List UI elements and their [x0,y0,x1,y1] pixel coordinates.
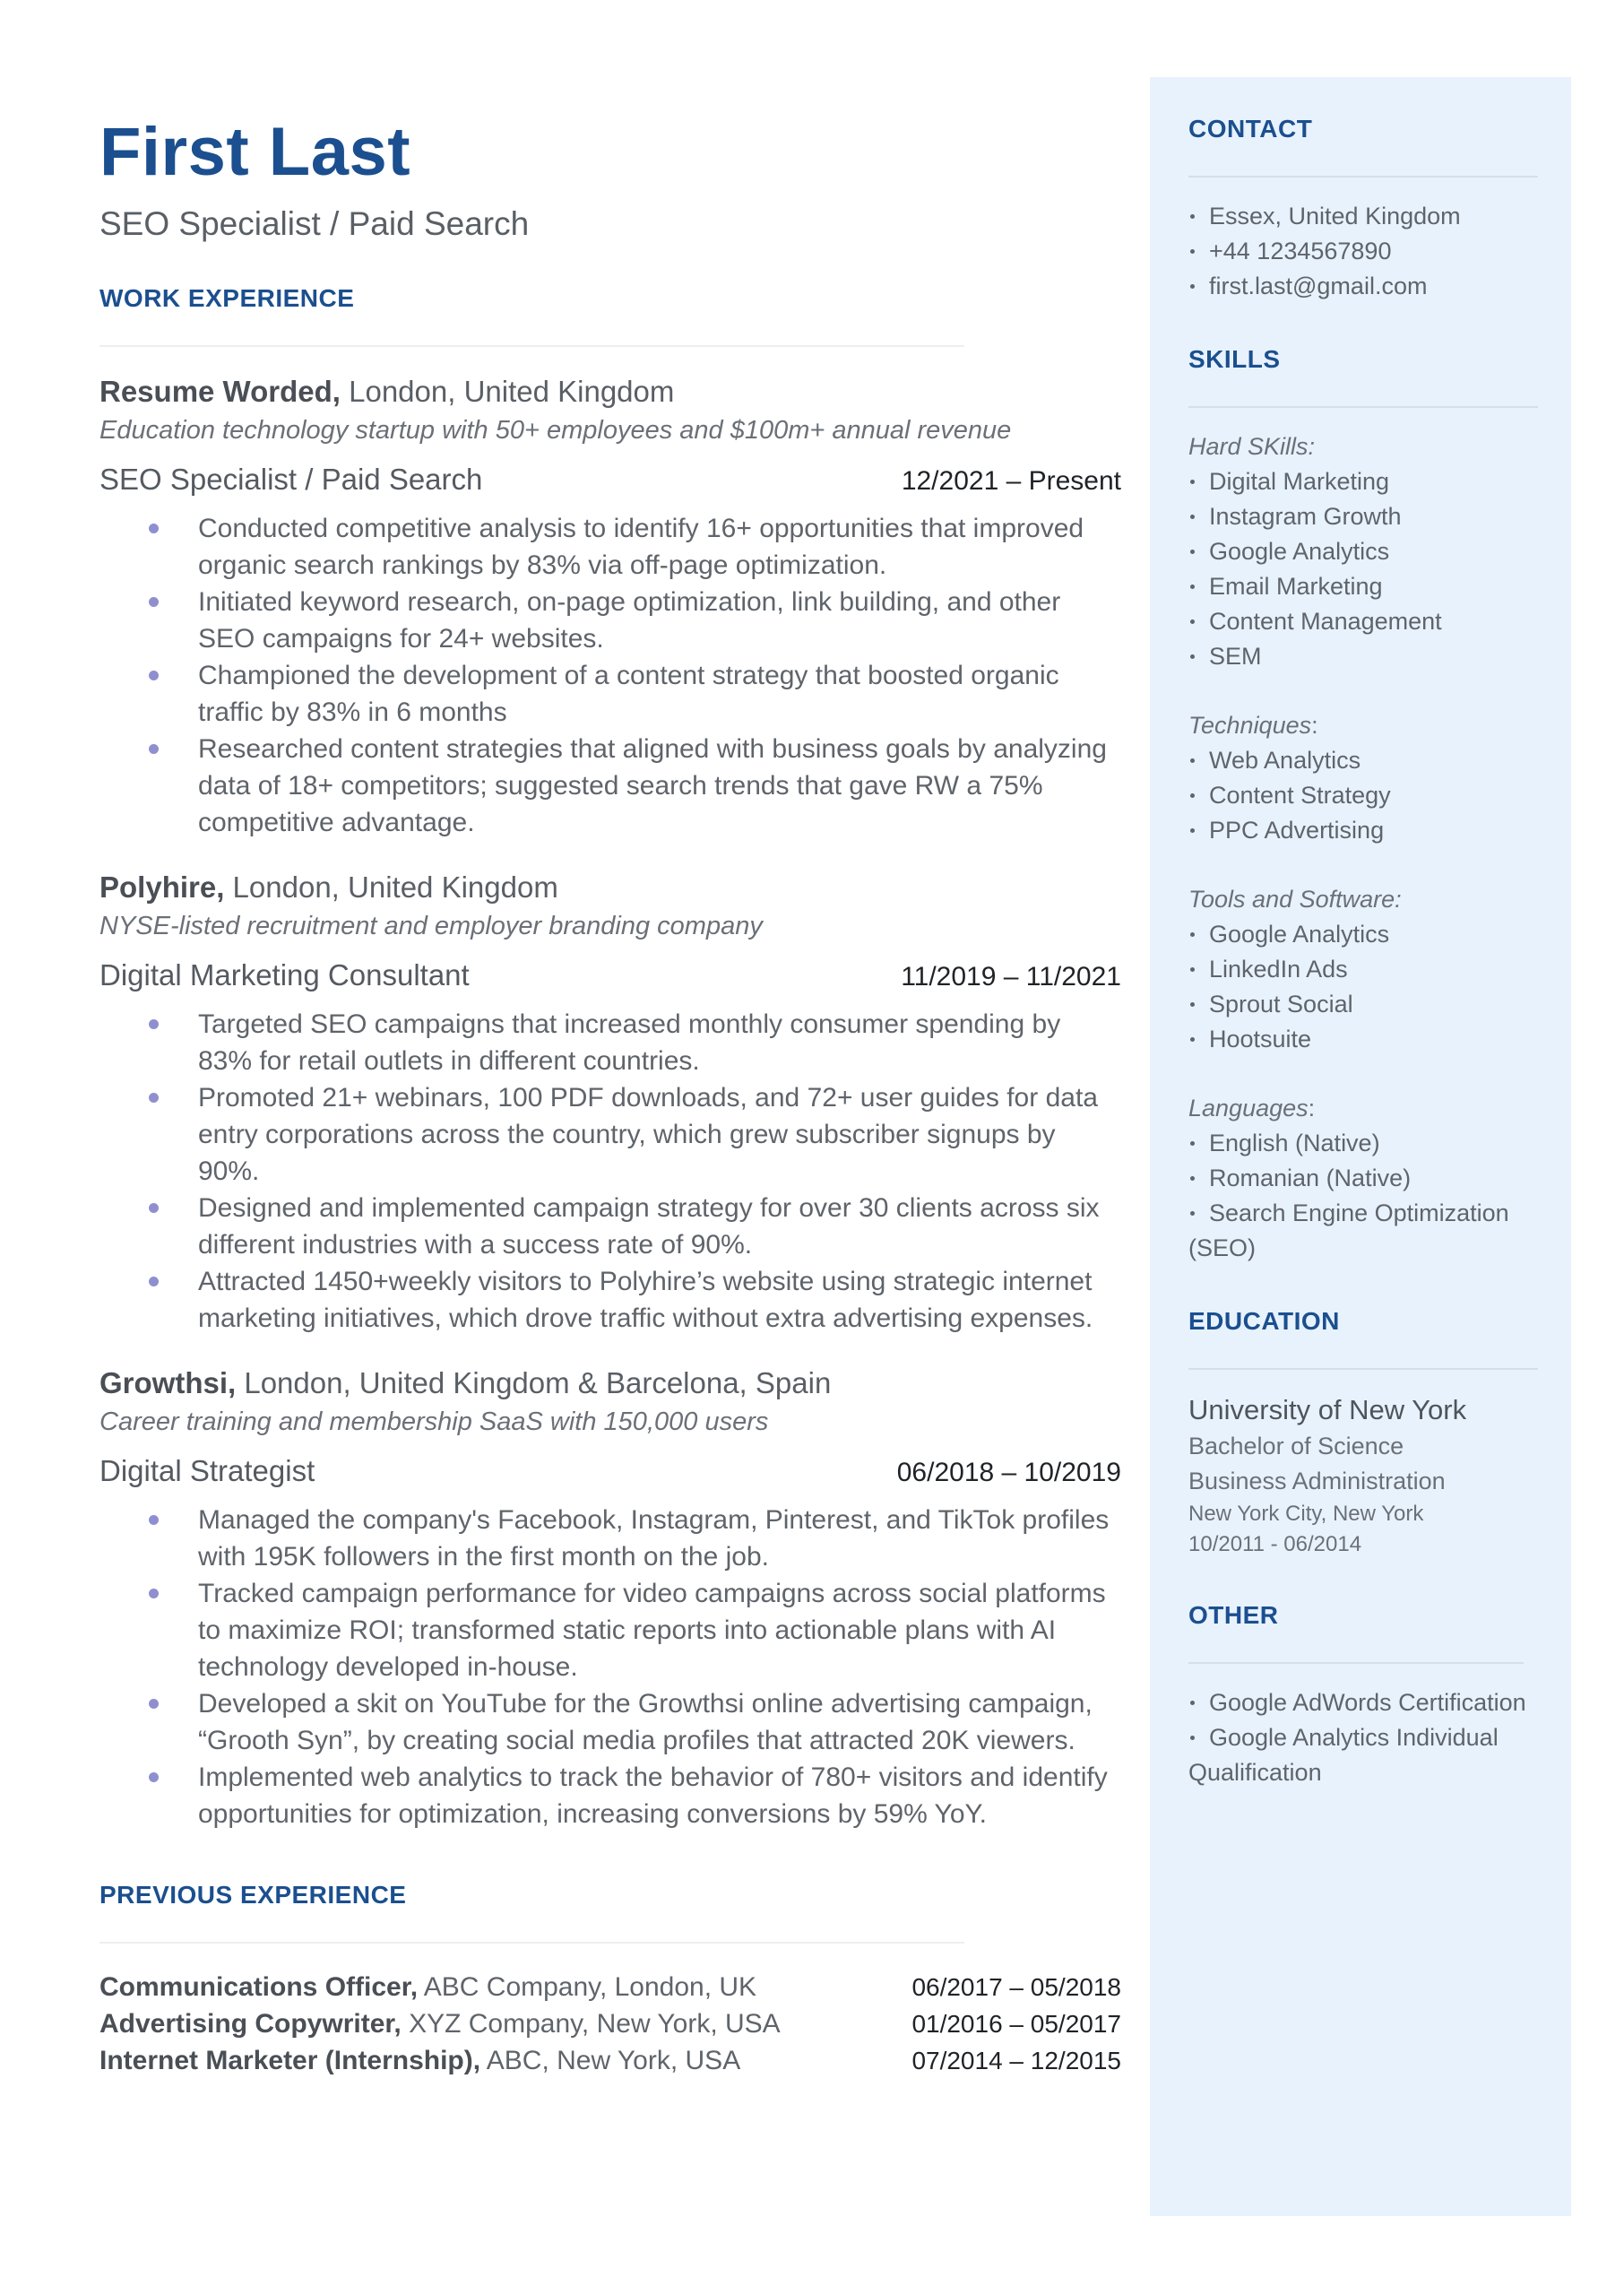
job-dates: 11/2019 – 11/2021 [901,962,1121,992]
contact-phone: +44 1234567890 [1188,234,1538,269]
list-item: Search Engine Optimization [1188,1196,1538,1231]
role-row [99,956,1121,997]
bullet-dot-icon [149,597,159,607]
hard-skills-label: Hard SKills: [1188,433,1316,460]
list-item: Romanian (Native) [1188,1161,1538,1196]
bullet-dot-icon [1190,932,1195,937]
job-bullets [99,1006,1121,1337]
previous-org: ABC, New York, USA [480,2046,741,2075]
bullet-dot-icon [149,1093,159,1103]
list-item: Email Marketing [1188,569,1538,604]
list-item: Developed a skit on YouTube for the Growthsi online advertising campaign, “Grooth Syn”, by creating social media profiles that attracted 20K viewers. [99,1685,1121,1759]
bullet-dot-icon [1190,967,1195,972]
previous-dates: 01/2016 – 05/2017 [911,2010,1121,2038]
bullet-dot-icon [1190,249,1195,254]
list-item: Tracked campaign performance for video campaigns across social platforms to maximize ROI; transformed static reports into actionable plans with AI technology developed in-house. [99,1575,1121,1685]
techniques-label: Techniques: [1188,712,1318,739]
job-bullets [99,1502,1121,1832]
previous-role: Communications Officer, [99,1972,419,2002]
list-item: SEM [1188,639,1538,674]
list-item: Instagram Growth [1188,499,1538,534]
company-name: Growthsi, [99,1366,237,1399]
other-heading: OTHER [1188,1601,1279,1629]
company-line [99,372,1121,411]
list-item: Initiated keyword research, on-page optimization, link building, and other SEO campaigns for 24+ websites. [99,584,1121,657]
job-role: SEO Specialist / Paid Search [99,463,483,496]
section-divider [99,345,964,347]
previous-role: Internet Marketer (Internship), [99,2046,481,2075]
education-field: Business Administration [1188,1468,1446,1494]
list-item: Content Management [1188,604,1538,639]
list-item: Sprout Social [1188,987,1538,1022]
bullet-dot-icon [149,1699,159,1709]
bullet-dot-icon [1190,1141,1195,1146]
previous-role: Advertising Copywriter, [99,2009,402,2039]
bullet-dot-icon [1190,550,1195,554]
list-item: Championed the development of a content strategy that boosted organic traffic by 83% in 6 months [99,657,1121,731]
list-item: Google Analytics [1188,917,1538,952]
contact-list [1188,199,1538,304]
bullet-dot-icon [149,671,159,680]
role-row [99,460,1121,501]
bullet-dot-icon [149,1203,159,1213]
bullet-dot-icon [1190,654,1195,659]
company-line [99,868,1121,907]
sidebar [1150,77,1571,2216]
list-item: Content Strategy [1188,778,1538,813]
techniques-list [1188,743,1538,848]
list-item: Targeted SEO campaigns that increased monthly consumer spending by 83% for retail outlets in different countries. [99,1006,1121,1079]
company-location: London, United Kingdom [340,375,675,408]
job-role: Digital Strategist [99,1454,315,1487]
education-degree: Bachelor of Science [1188,1433,1404,1459]
list-item: Web Analytics [1188,743,1538,778]
contact-heading: CONTACT [1188,115,1313,143]
bullet-dot-icon [1190,758,1195,763]
job-dates: 06/2018 – 10/2019 [896,1458,1121,1487]
bullet-dot-icon [1190,480,1195,484]
bullet-dot-icon [149,1019,159,1029]
section-divider [1188,406,1538,408]
bullet-dot-icon [1190,619,1195,624]
bullet-dot-icon [1190,793,1195,798]
section-divider [99,1942,964,1944]
bullet-dot-icon [149,524,159,533]
company-description: NYSE-listed recruitment and employer branding company [99,912,763,940]
list-item-continuation: Qualification [1188,1759,1322,1786]
company-location: London, United Kingdom [224,870,558,904]
previous-experience-row [99,2005,1121,2042]
company-name: Polyhire, [99,870,225,904]
list-item: Digital Marketing [1188,464,1538,499]
job-role: Digital Marketing Consultant [99,958,470,992]
languages-list [1188,1126,1538,1266]
list-item: Designed and implemented campaign strategy for over 30 clients across six different industries with a success rate of 90%. [99,1190,1121,1263]
bullet-dot-icon [1190,284,1195,289]
previous-experience-row [99,2042,1121,2079]
tools-label: Tools and Software: [1188,886,1402,913]
bullet-dot-icon [1190,515,1195,519]
candidate-name: First Last [99,114,411,190]
previous-org: XYZ Company, New York, USA [401,2009,781,2039]
list-item: LinkedIn Ads [1188,952,1538,987]
bullet-dot-icon [149,1589,159,1598]
job-bullets [99,510,1121,841]
job-entry [99,1364,1121,1832]
previous-experience-list [99,1969,1121,2079]
previous-dates: 06/2017 – 05/2018 [911,1973,1121,2001]
list-item: PPC Advertising [1188,813,1538,848]
education-heading: EDUCATION [1188,1307,1340,1335]
education-dates: 10/2011 - 06/2014 [1188,1532,1362,1556]
education-school: University of New York [1188,1394,1467,1425]
company-line [99,1364,1121,1403]
list-item: Attracted 1450+weekly visitors to Polyhire’s website using strategic internet marketing initiatives, which drove traffic without extra advertising expenses. [99,1263,1121,1337]
previous-experience-heading: PREVIOUS EXPERIENCE [99,1881,407,1909]
company-location: London, United Kingdom & Barcelona, Spain [236,1366,832,1399]
section-divider [1188,1662,1524,1664]
previous-org: ABC Company, London, UK [418,1972,757,2002]
list-item: Google AdWords Certification [1188,1685,1538,1720]
bullet-dot-icon [1190,585,1195,589]
bullet-dot-icon [1190,1176,1195,1181]
company-description: Career training and membership SaaS with 150,000 users [99,1407,769,1436]
job-entry [99,372,1121,841]
bullet-dot-icon [149,1277,159,1286]
list-item: Google Analytics Individual [1188,1720,1538,1755]
bullet-dot-icon [149,744,159,754]
job-entry [99,868,1121,1337]
contact-location: Essex, United Kingdom [1188,199,1538,234]
list-item: Implemented web analytics to track the behavior of 780+ visitors and identify opportunities for optimization, increasing conversions by 59% YoY. [99,1759,1121,1832]
role-row [99,1451,1121,1493]
bullet-dot-icon [1190,1211,1195,1216]
list-item: Hootsuite [1188,1022,1538,1057]
bullet-dot-icon [149,1772,159,1782]
list-item: Managed the company's Facebook, Instagram, Pinterest, and TikTok profiles with 195K followers in the first month on the job. [99,1502,1121,1575]
main-column [99,112,1121,2079]
section-divider [1188,176,1538,178]
bullet-dot-icon [149,1515,159,1525]
company-name: Resume Worded, [99,375,341,408]
contact-email[interactable]: first.last@gmail.com [1188,269,1538,304]
previous-experience-row [99,1969,1121,2005]
tools-list [1188,917,1538,1057]
other-list [1188,1685,1538,1790]
education-location: New York City, New York [1188,1502,1424,1526]
list-item: Google Analytics [1188,534,1538,569]
job-dates: 12/2021 – Present [901,466,1121,496]
list-item: English (Native) [1188,1126,1538,1161]
list-item-continuation: (SEO) [1188,1234,1257,1261]
bullet-dot-icon [1190,1736,1195,1740]
hard-skills-list [1188,464,1538,674]
languages-label: Languages: [1188,1095,1316,1122]
company-description: Education technology startup with 50+ employees and $100m+ annual revenue [99,416,1012,445]
section-divider [1188,1368,1538,1370]
work-experience-heading: WORK EXPERIENCE [99,284,355,312]
list-item: Researched content strategies that aligned with business goals by analyzing data of 18+ competitors; suggested search trends that gave RW a 75% competitive advantage. [99,731,1121,841]
sidebar-content [1188,113,1538,1871]
list-item: Promoted 21+ webinars, 100 PDF downloads, and 72+ user guides for data entry corporations across the country, which grew subscriber signups by 90%. [99,1079,1121,1190]
bullet-dot-icon [1190,1701,1195,1705]
bullet-dot-icon [1190,1002,1195,1007]
bullet-dot-icon [1190,214,1195,219]
education-entry [1188,1391,1538,1560]
list-item: Conducted competitive analysis to identify 16+ opportunities that improved organic search rankings by 83% via off-page optimization. [99,510,1121,584]
bullet-dot-icon [1190,828,1195,833]
skills-heading: SKILLS [1188,345,1281,373]
previous-dates: 07/2014 – 12/2015 [911,2047,1121,2074]
bullet-dot-icon [1190,1037,1195,1042]
candidate-title: SEO Specialist / Paid Search [99,205,530,242]
